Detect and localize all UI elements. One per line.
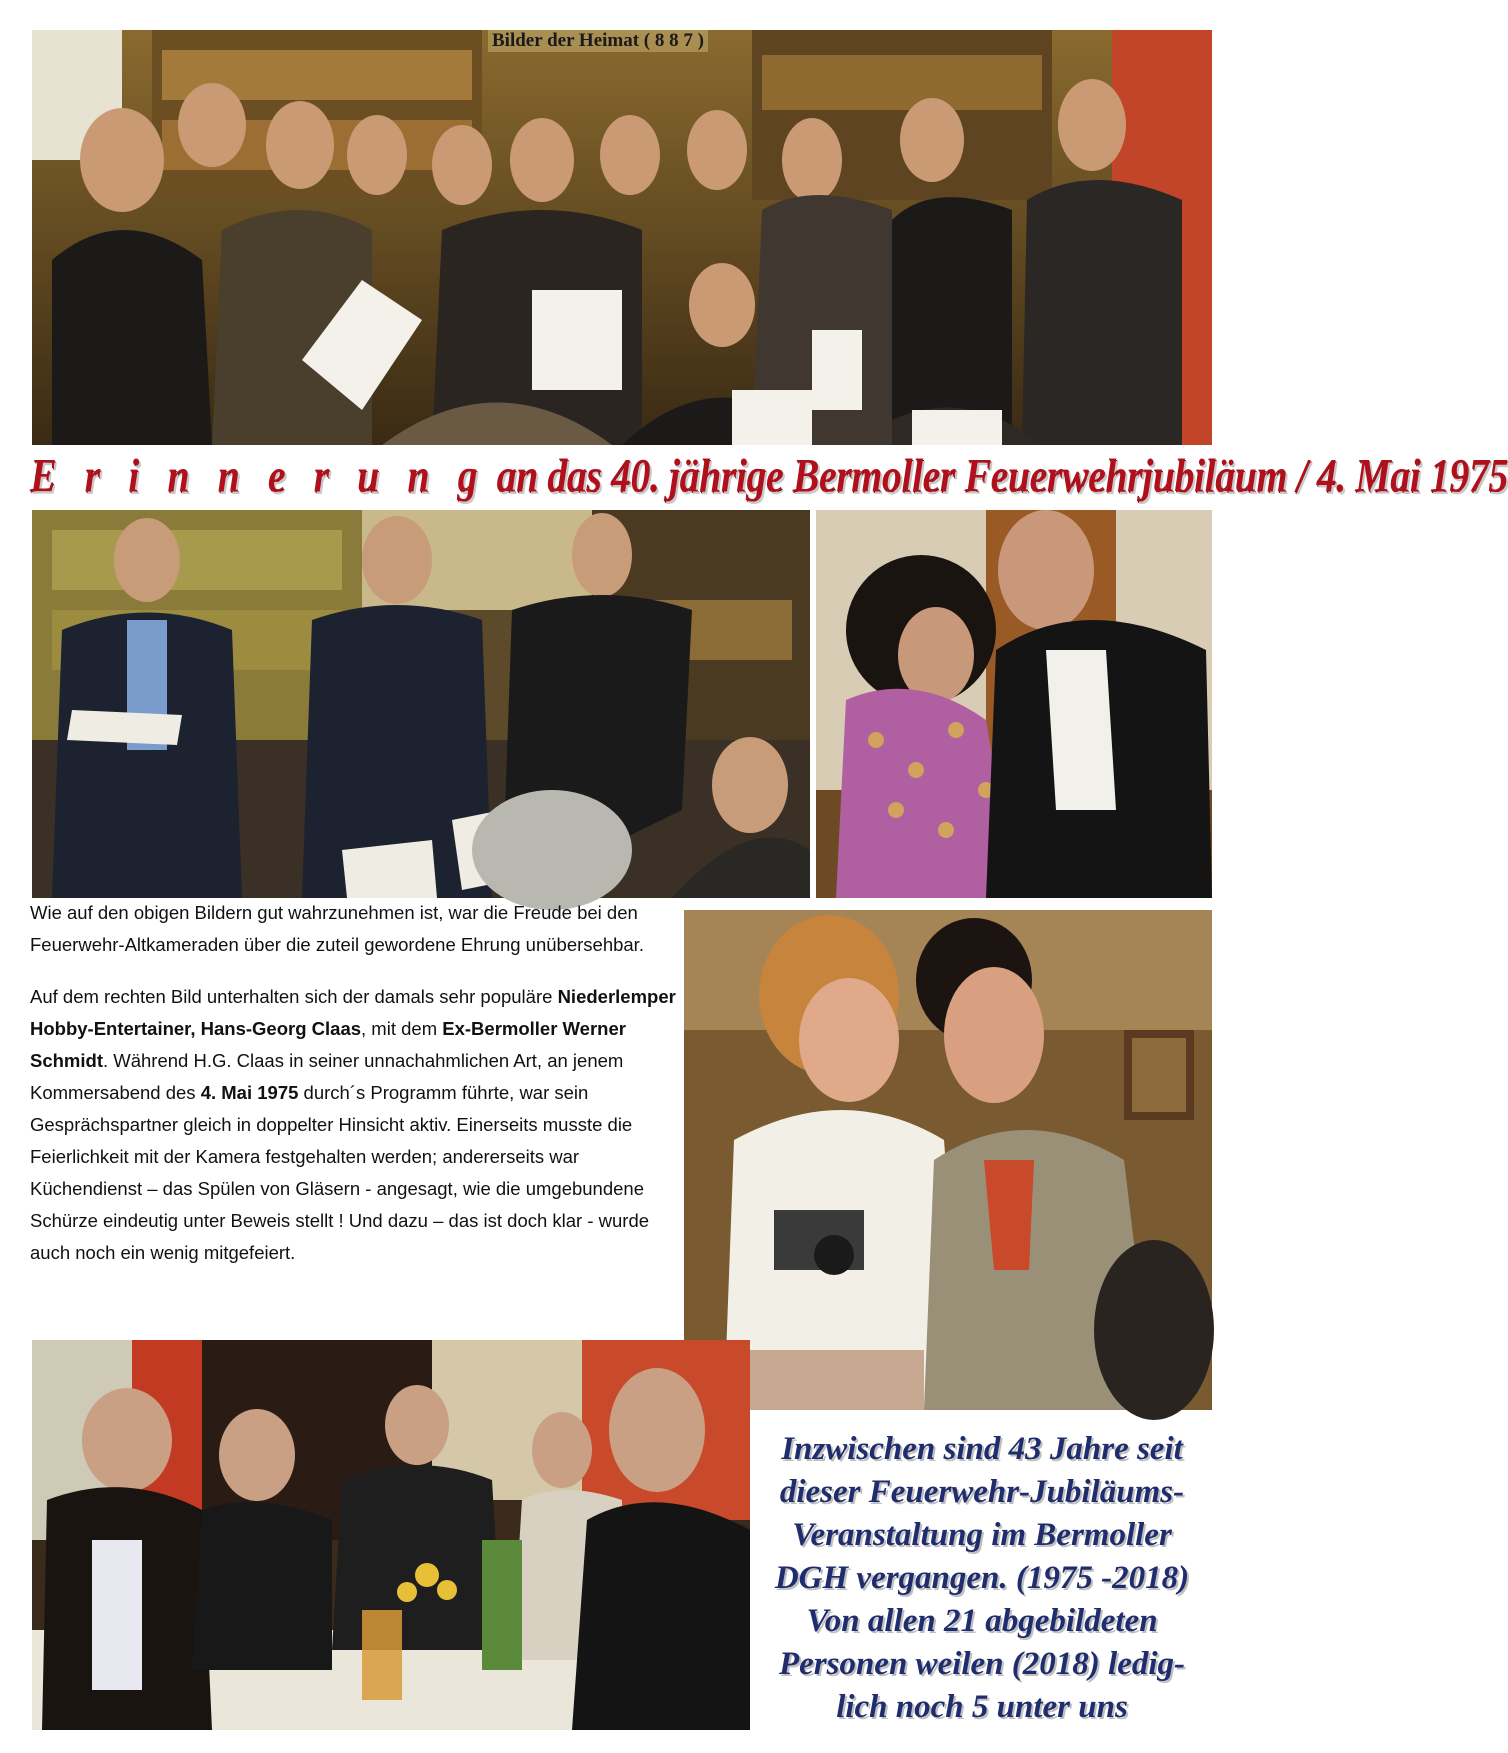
headline (30, 448, 1508, 516)
closing-line: Von allen 21 abgebildeten (806, 1603, 1158, 1639)
closing-line: Inzwischen sind 43 Jahre seit (781, 1431, 1183, 1467)
photographer-name: Ex-Bermoller Werner Schmidt (30, 1018, 626, 1071)
paragraph-description: Auf dem rechten Bild unterhalten sich der damals sehr populäre Niederlemper Hobby-Entertainer, Hans-Georg Claas, mit dem Ex-Bermoller Werner Schmidt. Während H.G. Claas in seiner unnachahmlichen Art, an jenem Kommersabend des 4. Mai 1975 durch´s Programm führte, war sein Gesprächspartner gleich in doppelter Hinsicht aktiv. Einerseits musste die Feierlichkeit mit der Kamera festgehalten werden; andererseits war Küchendienst – das Spülen von Gläsern - angesagt, wie die umgebundene Schürze eindeutig unter Beweis stellt ! Und dazu – das ist doch klar - wurde auch noch ein wenig mitgefeiert. (30, 986, 676, 1263)
two-men-camera-photo (684, 910, 1212, 1410)
conversation-photo (816, 510, 1212, 898)
table-group-photo (32, 1340, 750, 1730)
closing-line: lich noch 5 unter uns (836, 1689, 1128, 1725)
closing-line: Veranstaltung im Bermoller (792, 1517, 1172, 1553)
headline-rest: an das 40. jährige Bermoller Feuerwehrjubiläum / 4. Mai 1975 (496, 449, 1508, 503)
speech-photo (32, 510, 810, 898)
paragraph-freude: Wie auf den obigen Bildern gut wahrzunehmen ist, war die Freude bei den Feuerwehr-Altkameraden über die zuteil gewordene Ehrung unübersehbar. (30, 902, 644, 955)
closing-line: DGH vergangen. (1975 -2018) (774, 1560, 1190, 1596)
article-body (30, 897, 680, 1289)
closing-line: Personen weilen (2018) ledig- (778, 1646, 1186, 1682)
closing-line: dieser Feuerwehr-Jubiläums- (779, 1474, 1185, 1510)
closing-note (742, 1428, 1222, 1729)
series-label: Bilder der Heimat ( 8 8 7 ) (488, 30, 708, 52)
group-honorees-photo (32, 30, 1212, 445)
headline-word-spaced: E r i n n e r u n g (30, 449, 487, 503)
entertainer-name: Niederlemper Hobby-Entertainer, Hans-Georg Claas (30, 986, 676, 1039)
event-date: 4. Mai 1975 (200, 1082, 299, 1103)
